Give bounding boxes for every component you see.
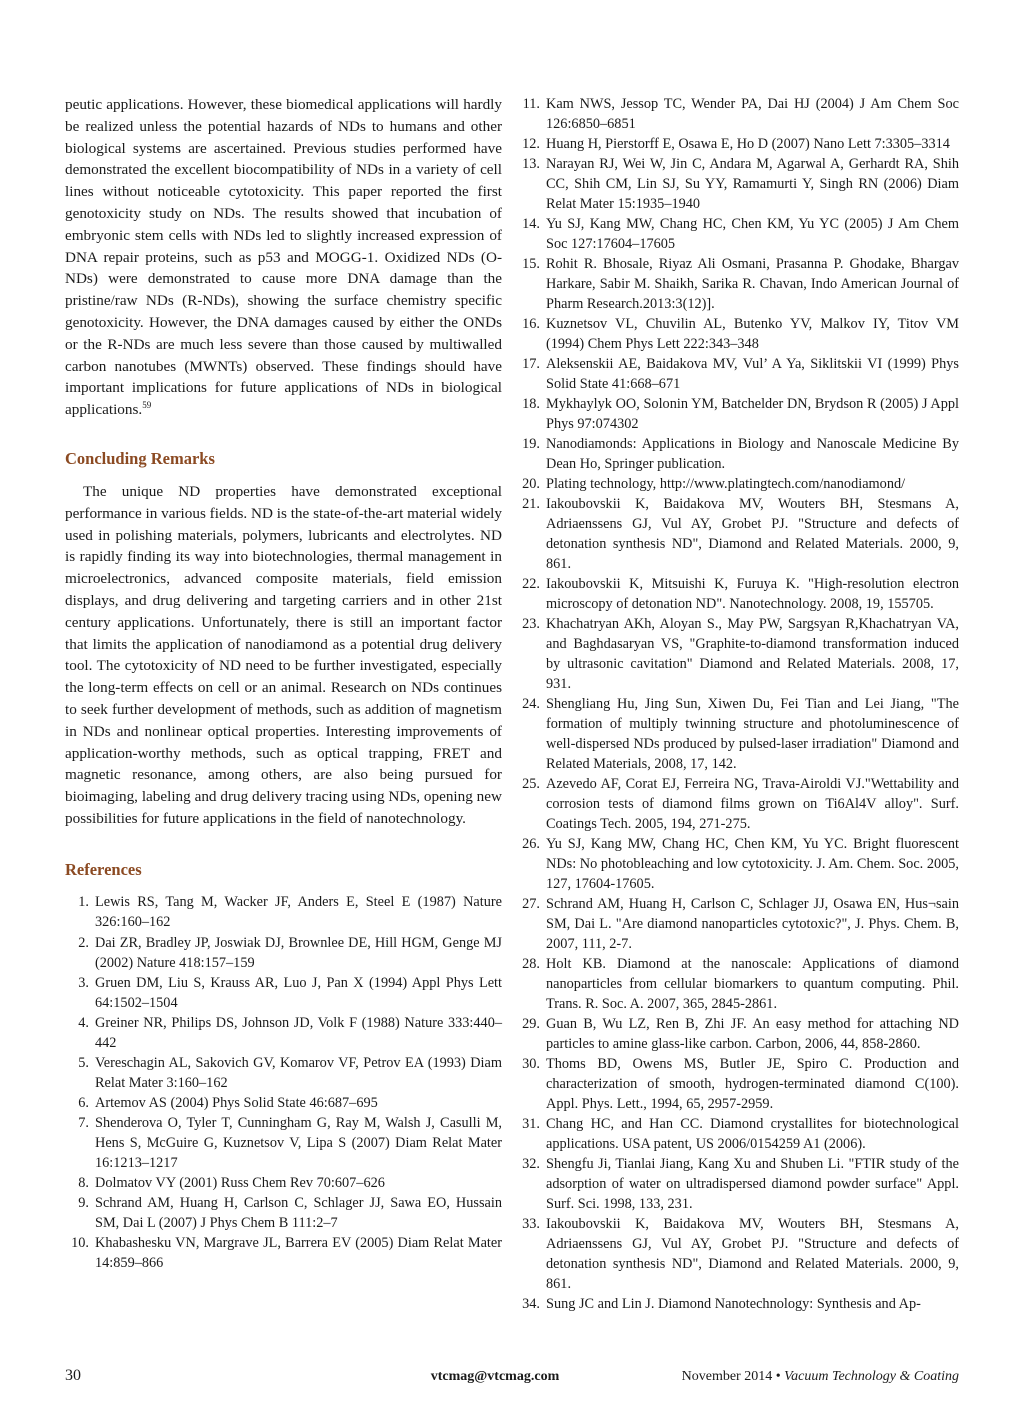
reference-item: 2. Dai ZR, Bradley JP, Joswiak DJ, Brownlee DE, Hill HGM, Genge MJ (2002) Nature 418:157–159 — [78, 934, 502, 971]
reference-item: 6. Artemov AS (2004) Phys Solid State 46:687–695 — [78, 1094, 378, 1111]
right-column — [522, 94, 959, 1314]
reference-item: 33. Iakoubovskii K, Baidakova MV, Wouters BH, Stesmans A, Adriaenssens GJ, Vul AY, Grobet PJ. "Structure and defects of detonation synthesis ND", Diamond and Related Materials. 2000, 9, 861. — [522, 1216, 959, 1292]
reference-item: 29. Guan B, Wu LZ, Ren B, Zhi JF. An easy method for attaching ND particles to amine glass-like carbon. Carbon, 2006, 44, 858-2860. — [522, 1016, 959, 1052]
reference-list-right — [522, 94, 959, 1314]
reference-item: 21. Iakoubovskii K, Baidakova MV, Wouters BH, Stesmans A, Adriaenssens GJ, Vul AY, Grobet PJ. "Structure and defects of detonation synthesis ND", Diamond and Related Materials. 2000, 9, 861. — [522, 496, 959, 572]
reference-item: 9. Schrand AM, Huang H, Carlson C, Schlager JJ, Sawa EO, Hussain SM, Dai L (2007) J Phys Chem B 111:2–7 — [78, 1194, 502, 1231]
reference-item: 7. Shenderova O, Tyler T, Cunningham G, Ray M, Walsh J, Casulli M, Hens S, McGuire G, Kuznetsov V, Lipa S (2007) Diam Relat Mater 16:1213–1217 — [78, 1114, 502, 1171]
reference-item: 15. Rohit R. Bhosale, Riyaz Ali Osmani, Prasanna P. Ghodake, Bhargav Harkare, Sabir M. Shaikh, Sarika R. Chavan, Indo American Journal of Pharm Research.2013:3(12)]. — [522, 256, 959, 312]
reference-item: 19. Nanodiamonds: Applications in Biology and Nanoscale Medicine By Dean Ho, Springer publication. — [522, 436, 959, 472]
reference-item: 32. Shengfu Ji, Tianlai Jiang, Kang Xu and Shuben Li. "FTIR study of the adsorption of water on ultradispersed diamond powder surface" Appl. Surf. Sci. 1998, 133, 231. — [522, 1156, 959, 1212]
footer-issue — [682, 1369, 959, 1385]
reference-item: 8. Dolmatov VY (2001) Russ Chem Rev 70:607–626 — [78, 1174, 385, 1191]
reference-item: 14. Yu SJ, Kang MW, Chang HC, Chen KM, Yu YC (2005) J Am Chem Soc 127:17604–17605 — [522, 216, 959, 252]
reference-item: 17. Aleksenskii AE, Baidakova MV, Vul’ A Ya, Siklitskii VI (1999) Phys Solid State 41:668–671 — [522, 356, 959, 392]
footer-bullet: • — [775, 1369, 781, 1384]
page-footer — [65, 1367, 959, 1389]
reference-item: 31. Chang HC, and Han CC. Diamond crystallites for biotechnological applications. USA patent, US 2006/0154259 A1 (2006). — [522, 1116, 959, 1152]
reference-item: 1. Lewis RS, Tang M, Wacker JF, Anders E, Steel E (1987) Nature 326:160–162 — [78, 893, 502, 930]
reference-item: 23. Khachatryan AKh, Aloyan S., May PW, Sargsyan R,Khachatryan VA, and Baghdasaryan VS, "Graphite-to-diamond transformation induced by ultrasonic cavitation" Diamond and Related Materials. 2008, 17, 931. — [522, 616, 959, 692]
concluding-paragraph: The unique ND properties have demonstrated exceptional performance in various fields. ND is the state-of-the-art material widely used in polishing materials, polymers, lubricants and electrolytes. ND is rapidly finding its way into biotechnologies, thermal management in microelectronics, advanced composite materials, field emission displays, and drug delivering and targeting carriers and in other 21st century applications. Unfortunately, there is still an important factor that limits the application of nanodiamond as a potential drug delivery tool. The cytotoxicity of ND need to be further investigated, especially the long-term effects on cell or an animal. Research on NDs continues to seek further development of methods, such as addition of magnetism in NDs and nonlinear optical properties. Interesting improvements of application-worthy methods, such as optical trapping, FRET and magnetic resonance, among others, are also being pursued for bioimaging, labeling and drug delivery tracing using NDs, opening new possibilities for future applications in the field of nanotechnology. — [65, 482, 502, 827]
left-column — [65, 94, 502, 1273]
reference-item: 11. Kam NWS, Jessop TC, Wender PA, Dai HJ (2004) J Am Chem Soc 126:6850–6851 — [522, 96, 959, 132]
concluding-remarks-heading: Concluding Remarks — [65, 448, 215, 468]
reference-item: 28. Holt KB. Diamond at the nanoscale: Applications of diamond nanoparticles from cellular biomarkers to quantum computing. Phil. Trans. R. Soc. A. 2007, 365, 2845-2861. — [522, 956, 959, 1012]
reference-item: 4. Greiner NR, Philips DS, Johnson JD, Volk F (1988) Nature 333:440–442 — [78, 1014, 502, 1051]
reference-list-left — [65, 892, 502, 1273]
reference-item: 13. Narayan RJ, Wei W, Jin C, Andara M, Agarwal A, Gerhardt RA, Shih CC, Shih CM, Lin SJ, Su YY, Ramamurti Y, Singh RN (2006) Diam Relat Mater 15:1935–1940 — [522, 156, 959, 212]
reference-item: 12. Huang H, Pierstorff E, Osawa E, Ho D (2007) Nano Lett 7:3305–3314 — [522, 136, 950, 152]
reference-item: 26. Yu SJ, Kang MW, Chang HC, Chen KM, Yu YC. Bright fluorescent NDs: No photobleaching and low cytotoxicity. J. Am. Chem. Soc. 2005, 127, 17604-17605. — [522, 836, 959, 892]
reference-item: 24. Shengliang Hu, Jing Sun, Xiwen Du, Fei Tian and Lei Jiang, "The formation of multiply twinning structure and photoluminescence of well-dispersed NDs produced by pulsed-laser irradiation" Diamond and Related Materials, 2008, 17, 142. — [522, 696, 959, 772]
intro-paragraph: peutic applications. However, these biomedical applications will hardly be realized unless the potential hazards of NDs to humans and other biological systems are ascertained. Previous studies performed have demonstrated the excellent biocompatibility of NDs in a variety of cell lines without noticeable cytotoxicity. This paper reported the first genotoxicity study on NDs. The results showed that incubation of embryonic stem cells with NDs led to slightly increased expression of DNA repair proteins, such as p53 and MOGG-1. Oxidized NDs (O-NDs) were demonstrated to cause more DNA damage than the pristine/raw NDs (R-NDs), showing the surface chemistry specific genotoxicity. However, the DNA damages caused by either the ONDs or the R-NDs are much less severe than those caused by multiwalled carbon nanotubes (MWNTs) observed. These findings should have important implications for future applications of NDs in biological applications.$^{59}$ — [65, 96, 502, 419]
reference-item: 20. Plating technology, http://www.platingtech.com/nanodiamond/ — [522, 476, 906, 492]
footer-magazine-title: Vacuum Technology & Coating — [784, 1369, 959, 1384]
references-heading: References — [65, 859, 142, 879]
page-number: 30 — [65, 1367, 81, 1384]
reference-item: 22. Iakoubovskii K, Mitsuishi K, Furuya K. "High-resolution electron microscopy of detonation ND". Nanotechnology. 2008, 19, 155705. — [522, 576, 959, 612]
footer-email: vtcmag@vtcmag.com — [430, 1369, 560, 1384]
reference-item: 30. Thoms BD, Owens MS, Butler JE, Spiro C. Production and characterization of smooth, hydrogen-terminated diamond C(100). Appl. Phys. Lett., 1994, 65, 2957-2959. — [522, 1056, 959, 1112]
reference-item: 5. Vereschagin AL, Sakovich GV, Komarov VF, Petrov EA (1993) Diam Relat Mater 3:160–162 — [78, 1054, 502, 1091]
reference-item: 34. Sung JC and Lin J. Diamond Nanotechnology: Synthesis and Ap- — [522, 1296, 921, 1312]
citation-superscript: 59 — [142, 400, 152, 411]
reference-item: 18. Mykhaylyk OO, Solonin YM, Batchelder DN, Brydson R (2005) J Appl Phys 97:074302 — [522, 396, 959, 432]
reference-item: 10. Khabashesku VN, Margrave JL, Barrera EV (2005) Diam Relat Mater 14:859–866 — [71, 1234, 502, 1271]
reference-item: 3. Gruen DM, Liu S, Krauss AR, Luo J, Pan X (1994) Appl Phys Lett 64:1502–1504 — [78, 974, 502, 1011]
reference-item: 27. Schrand AM, Huang H, Carlson C, Schlager JJ, Osawa EN, Hus¬sain SM, Dai L. "Are diamond nanoparticles cytotoxic?", J. Phys. Chem. B, 2007, 111, 2-7. — [522, 896, 959, 952]
reference-item: 16. Kuznetsov VL, Chuvilin AL, Butenko YV, Malkov IY, Titov VM (1994) Chem Phys Lett 222:343–348 — [522, 316, 959, 352]
footer-date: November 2014 — [681, 1369, 773, 1384]
reference-item: 25. Azevedo AF, Corat EJ, Ferreira NG, Trava-Airoldi VJ."Wettability and corrosion tests of diamond films grown on Ti6Al4V alloy". Surf. Coatings Tech. 2005, 194, 271-275. — [522, 776, 959, 832]
